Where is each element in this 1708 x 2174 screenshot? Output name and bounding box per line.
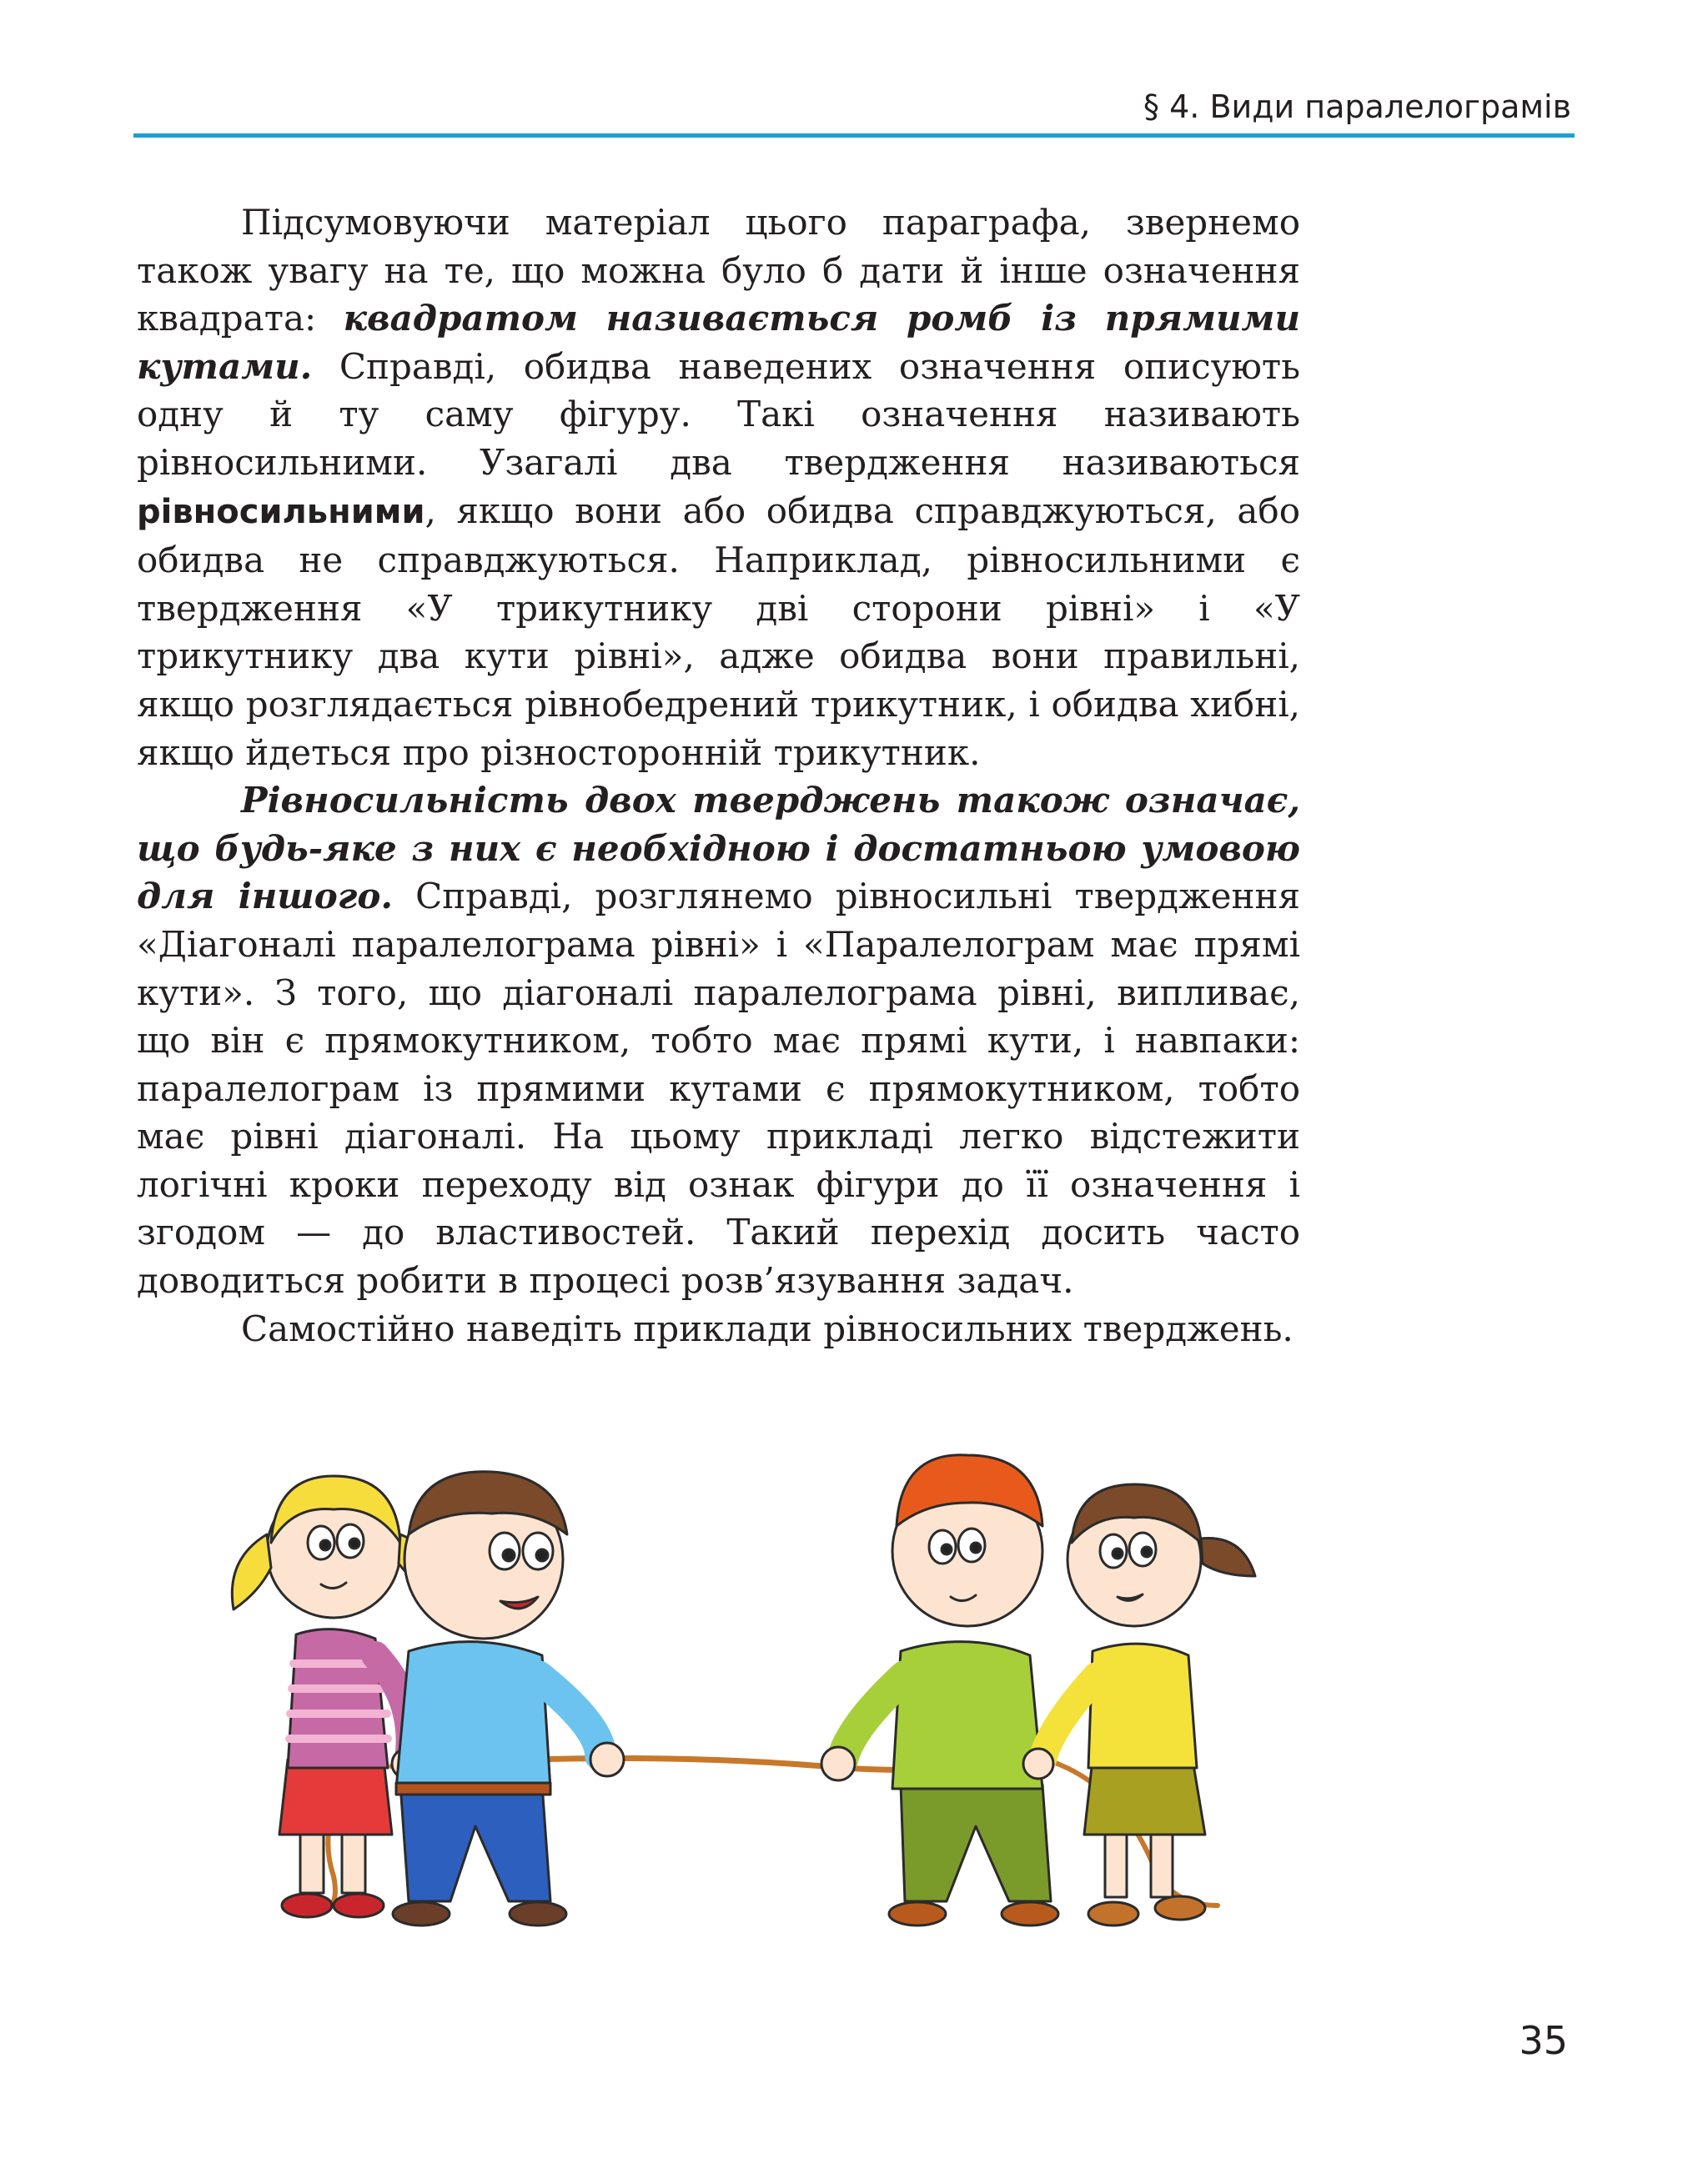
boy-green-shirt [821, 1455, 1058, 1925]
paragraph-1 [137, 198, 1300, 776]
equivalence-emphasis: Рівносильність двох тверджень також означає, що будь-яке з них є необхідною і достатньою умовою для іншого. [137, 780, 1300, 917]
key-term: рівносильними [137, 492, 425, 531]
page-number: 35 [1519, 2018, 1568, 2063]
main-text [137, 198, 1300, 1353]
paragraph-3 [137, 1305, 1300, 1353]
paragraph-1-text-c: , якщо вони або обидва справджуються, або обидва не справджуються. Наприклад, рівносильними є твердження «У трикутнику дві сторони рівні» і «У трикутнику два кути рівні», адже обидва вони правильні, якщо розглядається рівнобедрений трикутник, і обидва хибні, якщо йдеться про різносторонній трикутник. [137, 490, 1300, 773]
paragraph-2-text: Справді, розглянемо рівносильні твердження «Діагоналі паралелограма рівні» і «Паралелограм має прямі кути». З того, що діагоналі паралелограма рівні, випливає, що він є прямокутником, тобто має прямі кути, і навпаки: паралелограм із прямими кутами є прямокутником, тобто має рівні діагоналі. На цьому прикладі легко відстежити логічні кроки переходу від ознак фігури до її означення і згодом — до властивостей. Такий перехід досить часто доводиться робити в процесі розв’язування задач. [137, 876, 1300, 1302]
paragraph-3-text: Самостійно наведіть приклади рівносильних тверджень. [241, 1308, 1294, 1349]
paragraph-1-text-b: Справді, обидва наведених означення описують одну й ту саму фігуру. Такі означення називають рівносильними. Узагалі два твердження називаються [137, 345, 1300, 483]
running-head: § 4. Види паралелограмів [1143, 88, 1571, 125]
header-rule [133, 133, 1575, 138]
boy-blue-shirt [393, 1472, 624, 1925]
girl-yellow-shirt [1023, 1484, 1255, 1925]
tug-of-war-illustration [208, 1426, 1326, 1943]
paragraph-1-text-a: Підсумовуючи матеріал цього параграфа, звернемо також увагу на те, що можна було б дати й інше означення квадрата: [137, 202, 1300, 339]
square-definition-emphasis: квадратом називається ромб із прямими кутами. [137, 298, 1301, 387]
paragraph-2 [137, 776, 1300, 1305]
